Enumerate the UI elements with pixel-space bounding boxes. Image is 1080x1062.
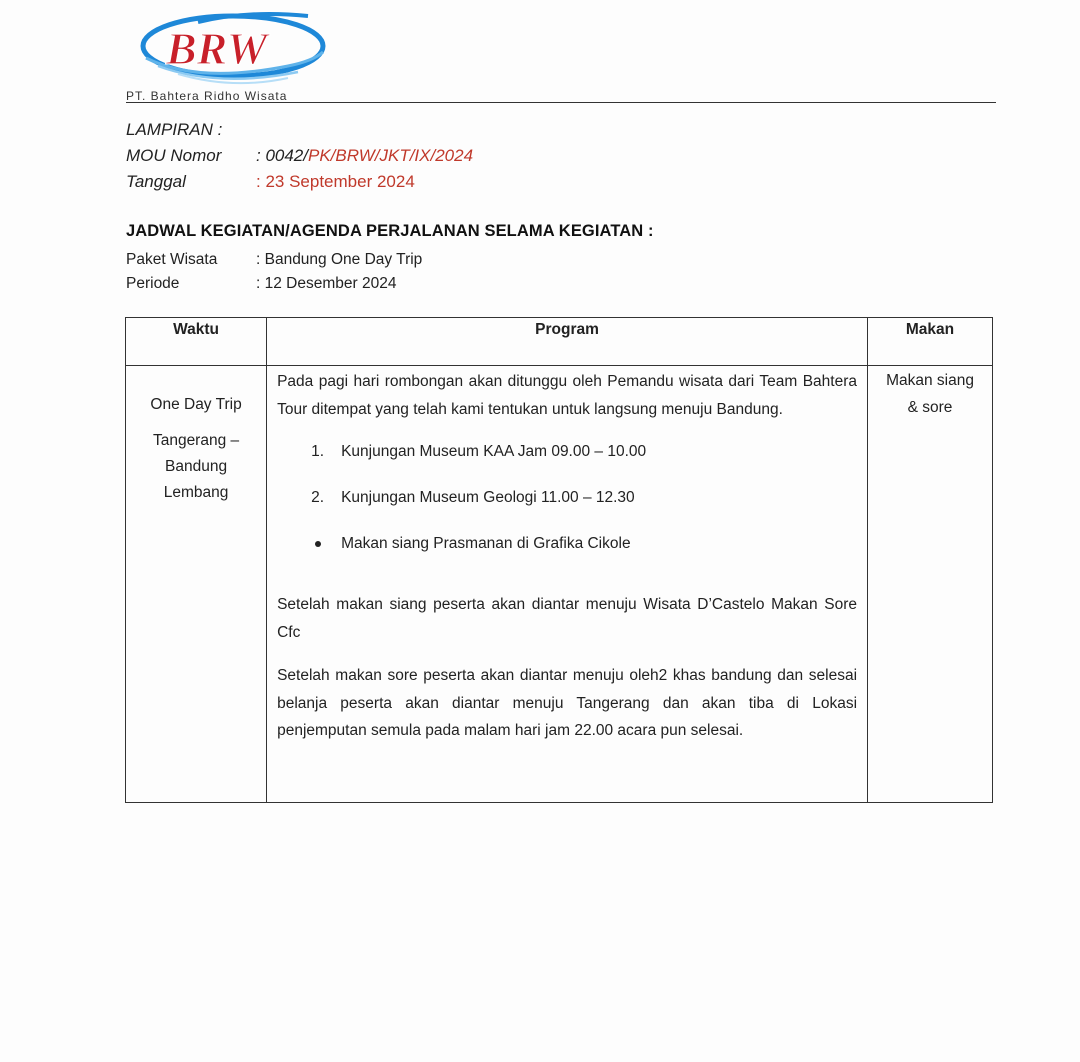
trip-info [126,248,626,296]
bullet-icon [315,541,321,547]
waktu-line: Lembang [163,484,229,501]
list-item [277,484,857,530]
program-list [277,438,857,576]
waktu-line: Tangerang – [152,432,240,449]
paket-value: : Bandung One Day Trip [256,251,423,268]
periode-label: Periode [126,275,180,292]
mou-label: MOU Nomor [126,146,222,165]
periode-value: : 12 Desember 2024 [256,275,397,292]
lampiran-meta [126,117,626,195]
mou-prefix: : 0042/ [256,146,308,165]
schedule-table [125,317,993,803]
makan-cell [868,366,993,803]
list-item [277,530,857,576]
makan-line: & sore [907,399,953,416]
table-row [126,366,993,803]
list-item-text: Kunjungan Museum KAA Jam 09.00 – 10.00 [341,443,647,460]
list-item-text: Makan siang Prasmanan di Grafika Cikole [341,535,631,552]
program-intro: Pada pagi hari rombongan akan ditunggu oleh Pemandu wisata dari Team Bahtera Tour ditempat yang telah kami tentukan untuk langsung menuju Bandung. [277,373,858,418]
program-paragraph: Setelah makan siang peserta akan diantar menuju Wisata D’Castelo Makan Sore Cfc [277,596,858,641]
header-makan: Makan [868,318,993,366]
mou-value [256,143,473,169]
program-cell [267,366,868,803]
list-marker: 2. [311,489,325,506]
list-marker: 1. [311,443,325,460]
section-title: JADWAL KEGIATAN/AGENDA PERJALANAN SELAMA KEGIATAN : [126,222,654,240]
program-paragraph: Setelah makan sore peserta akan diantar menuju oleh2 khas bandung dan selesai belanja peserta akan diantar menuju Tangerang dan akan tiba di Lokasi penjemputan semula pada malam hari jam 22.00 acara pun selesai. [277,667,858,739]
paket-label: Paket Wisata [126,251,218,268]
brw-logo [138,6,328,90]
company-name: PT. Bahtera Ridho Wisata [126,89,288,103]
waktu-line: One Day Trip [150,396,242,413]
header-waktu: Waktu [126,318,267,366]
list-item-text: Kunjungan Museum Geologi 11.00 – 12.30 [341,489,635,506]
header-program: Program [267,318,868,366]
waktu-line: Bandung [165,458,228,475]
table-header-row [126,318,993,366]
list-item [277,438,857,484]
tanggal-value: : 23 September 2024 [256,172,415,191]
makan-line: Makan siang [886,372,974,389]
company-divider [126,88,996,103]
tanggal-label: Tanggal [126,172,186,191]
mou-number: PK/BRW/JKT/IX/2024 [308,146,474,165]
logo-text: BRW [166,23,268,74]
waktu-cell [126,366,267,803]
lampiran-label: LAMPIRAN : [126,120,223,139]
